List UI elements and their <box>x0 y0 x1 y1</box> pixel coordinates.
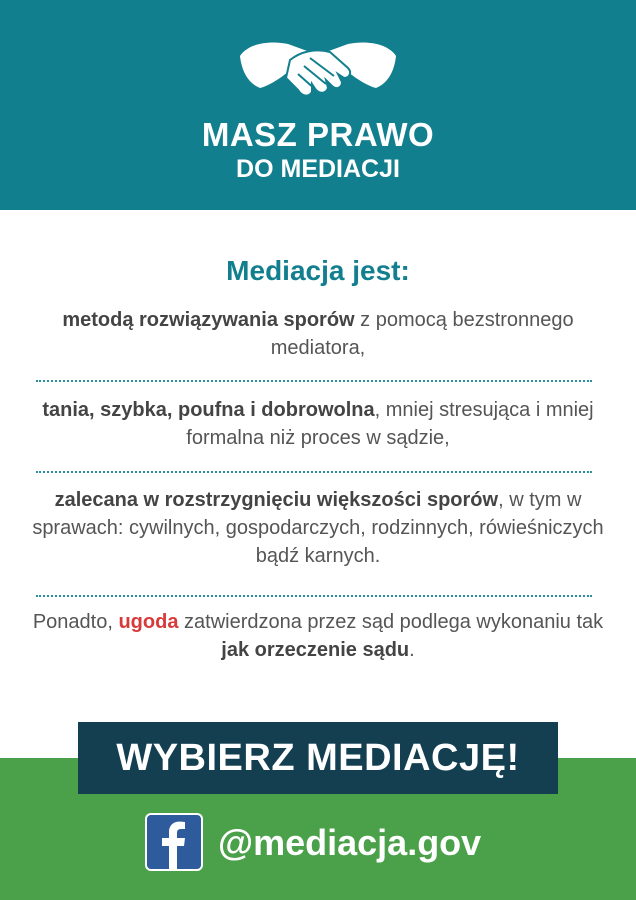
closing-note <box>30 608 606 664</box>
facebook-glyph-icon <box>147 815 201 869</box>
header-banner <box>0 0 636 210</box>
content-area <box>0 210 636 758</box>
item-bold-text: zalecana w rozstrzygnięciu większości sporów <box>54 489 499 511</box>
note-text: zatwierdzona przez sąd podlega wykonaniu tak <box>178 611 604 633</box>
cta-banner: WYBIERZ MEDIACJĘ! <box>78 722 558 794</box>
note-text: Ponadto, <box>32 611 119 633</box>
note-text: . <box>409 639 415 661</box>
handshake-icon <box>238 38 398 108</box>
item-bold-text: metodą rozwiązywania sporów <box>62 309 355 331</box>
divider <box>36 471 592 473</box>
item-text: z pomocą bezstronnego mediatora, <box>270 309 574 359</box>
item-text: , mniej stresująca i mniej formalna niż proces w sądzie, <box>186 399 594 449</box>
divider <box>36 380 592 382</box>
item-bold-text: tania, szybka, poufna i dobrowolna <box>42 399 375 421</box>
item-text: , w tym w sprawach: cywilnych, gospodarczych, rodzinnych, rówieśniczych bądź karnych. <box>32 489 604 567</box>
header-title: MASZ PRAWO <box>201 116 435 153</box>
facebook-icon[interactable] <box>145 813 203 871</box>
content-heading: Mediacja jest: <box>226 255 410 286</box>
list-item <box>30 396 606 452</box>
divider <box>36 595 592 597</box>
list-item <box>30 486 606 570</box>
note-bold-text: jak orzeczenie sądu <box>221 639 410 661</box>
list-item <box>30 306 606 362</box>
highlight-text: ugoda <box>118 611 179 633</box>
social-handle-link[interactable]: @mediacja.gov <box>218 822 482 863</box>
header-subtitle: DO MEDIACJI <box>236 155 400 183</box>
